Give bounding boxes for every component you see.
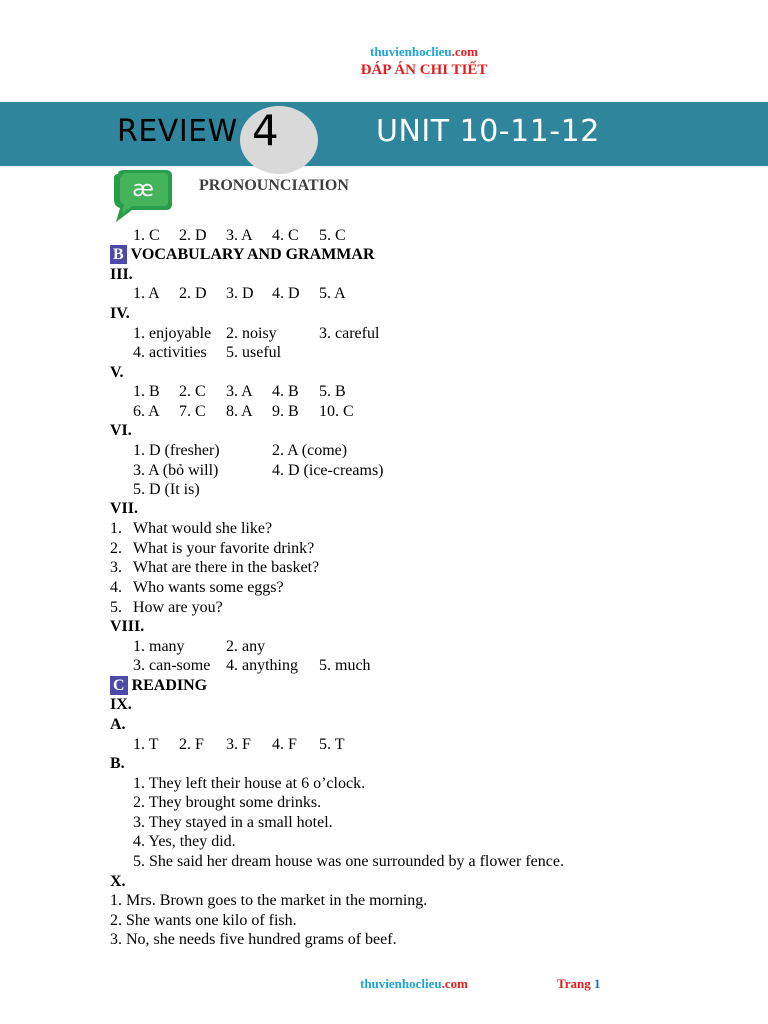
section-title: READING bbox=[131, 677, 208, 694]
section-b-heading bbox=[110, 245, 375, 264]
answer: 5. D (It is) bbox=[133, 481, 200, 498]
answer: 1. T bbox=[133, 736, 159, 753]
exercise-label: X. bbox=[110, 873, 126, 890]
item-text: Who wants some eggs? bbox=[133, 579, 284, 596]
site-name-part: thuvienhoclieu bbox=[360, 976, 442, 991]
answer: 4. D bbox=[272, 285, 300, 302]
answer: 1. B bbox=[133, 383, 160, 400]
answer: 4. F bbox=[272, 736, 297, 753]
answer: 2. C bbox=[179, 383, 206, 400]
answer-sentence: 4. Yes, they did. bbox=[133, 833, 236, 850]
answer: 2. noisy bbox=[226, 325, 277, 342]
answer: 1. enjoyable bbox=[133, 325, 212, 342]
exercise-label: IV. bbox=[110, 305, 130, 322]
answer: 2. D bbox=[179, 227, 207, 244]
item-number: 1. bbox=[110, 520, 122, 537]
section-tag: B bbox=[110, 245, 127, 264]
ae-glyph: æ bbox=[132, 177, 154, 202]
answer: 4. anything bbox=[226, 657, 298, 674]
page-num: 1 bbox=[593, 976, 601, 991]
item-text: How are you? bbox=[133, 599, 223, 616]
answer: 6. A bbox=[133, 403, 160, 420]
site-domain-part: .com bbox=[441, 976, 468, 991]
item-number: 5. bbox=[110, 599, 122, 616]
item-number: 3. bbox=[110, 559, 122, 576]
banner-review-text: REVIEW bbox=[117, 114, 238, 149]
answer-sentence: 5. She said her dream house was one surrounded by a flower fence. bbox=[133, 853, 564, 870]
answer: 8. A bbox=[226, 403, 253, 420]
answer: 2. D bbox=[179, 285, 207, 302]
item-text: What would she like? bbox=[133, 520, 273, 537]
answer: 1. A bbox=[133, 285, 160, 302]
answer: 3. careful bbox=[319, 325, 380, 342]
answer: 2. F bbox=[179, 736, 204, 753]
answer: 3. D bbox=[226, 285, 254, 302]
answer: 2. any bbox=[226, 638, 266, 655]
answer: 4. activities bbox=[133, 344, 207, 361]
answer: 3. A bbox=[226, 383, 253, 400]
subexercise-label: B. bbox=[110, 755, 125, 772]
document-subtitle: ĐÁP ÁN CHI TIẾT bbox=[360, 62, 488, 78]
answer-sentence: 3. They stayed in a small hotel. bbox=[133, 814, 333, 831]
section-tag: C bbox=[110, 676, 128, 695]
banner-unit-text: UNIT 10-11-12 bbox=[376, 114, 600, 149]
answer: 9. B bbox=[272, 403, 299, 420]
answer: 3. F bbox=[226, 736, 251, 753]
answer: 4. C bbox=[272, 227, 299, 244]
exercise-label: III. bbox=[110, 266, 133, 283]
answer: 5. useful bbox=[226, 344, 282, 361]
exercise-label: VII. bbox=[110, 500, 139, 517]
answer: 10. C bbox=[319, 403, 354, 420]
item-text: What are there in the basket? bbox=[133, 559, 320, 576]
site-name-part: thuvienhoclieu bbox=[370, 44, 452, 59]
subexercise-label: A. bbox=[110, 716, 126, 733]
answer: 4. D (ice-creams) bbox=[272, 462, 384, 479]
answer: 1. C bbox=[133, 227, 160, 244]
answer: 5. A bbox=[319, 285, 346, 302]
item-number: 4. bbox=[110, 579, 122, 596]
answer: 5. C bbox=[319, 227, 346, 244]
section-title: VOCABULARY AND GRAMMAR bbox=[130, 246, 375, 263]
site-domain-part: .com bbox=[451, 44, 478, 59]
item-number: 2. bbox=[110, 540, 122, 557]
answer: 7. C bbox=[179, 403, 206, 420]
answer: 5. T bbox=[319, 736, 345, 753]
answer: 3. A (bỏ will) bbox=[133, 462, 219, 479]
answer: 4. B bbox=[272, 383, 299, 400]
banner-review-number: 4 bbox=[252, 106, 279, 155]
answer: 1. D (fresher) bbox=[133, 442, 220, 459]
exercise-label: VI. bbox=[110, 422, 132, 439]
exercise-label: VIII. bbox=[110, 618, 145, 635]
answer: 5. B bbox=[319, 383, 346, 400]
answer: 2. A (come) bbox=[272, 442, 348, 459]
answer: 5. much bbox=[319, 657, 371, 674]
answer-sentence: 2. They brought some drinks. bbox=[133, 794, 322, 811]
answer-sentence: 1. They left their house at 6 o’clock. bbox=[133, 775, 366, 792]
page-number bbox=[557, 976, 600, 992]
answer: 3. A bbox=[226, 227, 253, 244]
exercise-label: IX. bbox=[110, 696, 132, 713]
answer: 3. can-some bbox=[133, 657, 211, 674]
page-label: Trang bbox=[557, 976, 591, 991]
pronunciation-title: PRONOUNCIATION bbox=[199, 177, 349, 194]
answer-sentence: 3. No, she needs five hundred grams of beef. bbox=[110, 931, 397, 948]
footer-site-name bbox=[360, 976, 468, 992]
exercise-label: V. bbox=[110, 364, 124, 381]
answer-sentence: 1. Mrs. Brown goes to the market in the morning. bbox=[110, 892, 428, 909]
answer-sentence: 2. She wants one kilo of fish. bbox=[110, 912, 297, 929]
answer: 1. many bbox=[133, 638, 185, 655]
item-text: What is your favorite drink? bbox=[133, 540, 315, 557]
section-c-heading bbox=[110, 676, 207, 695]
